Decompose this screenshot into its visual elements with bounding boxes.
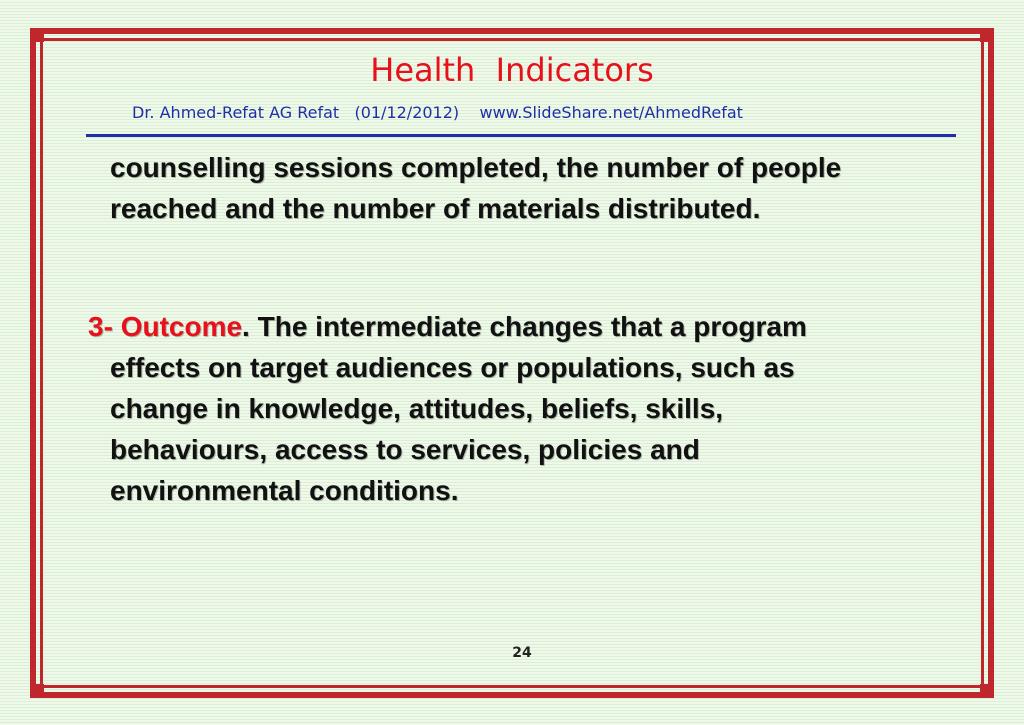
outcome-term: Outcome	[120, 311, 243, 342]
author-byline: Dr. Ahmed-Refat AG Refat (01/12/2012) www.SlideShare.net/AhmedRefat	[132, 103, 743, 122]
paragraph-line: environmental conditions.	[110, 475, 459, 506]
outcome-definition-start: . The intermediate changes that a program	[242, 311, 807, 342]
paragraph-line: change in knowledge, attitudes, beliefs, skills,	[110, 393, 724, 424]
outcome-heading-line	[88, 306, 968, 347]
header-divider	[86, 134, 956, 137]
paragraph-line: behaviours, access to services, policies and	[110, 434, 700, 465]
slide-title: Health Indicators	[370, 51, 654, 89]
frame-corner-bottom-right	[980, 684, 994, 698]
page-number: 24	[512, 645, 532, 661]
paragraph-line: reached and the number of materials distributed.	[110, 193, 761, 224]
paragraph-line: counselling sessions completed, the number of people	[110, 152, 842, 183]
frame-corner-top-right	[980, 28, 994, 42]
frame-corner-bottom-left	[30, 684, 44, 698]
continuation-paragraph	[110, 147, 970, 229]
outcome-paragraph	[88, 306, 968, 511]
outcome-number: 3-	[88, 311, 121, 342]
frame-corner-top-left	[30, 28, 44, 42]
paragraph-line: effects on target audiences or populations, such as	[110, 352, 795, 383]
